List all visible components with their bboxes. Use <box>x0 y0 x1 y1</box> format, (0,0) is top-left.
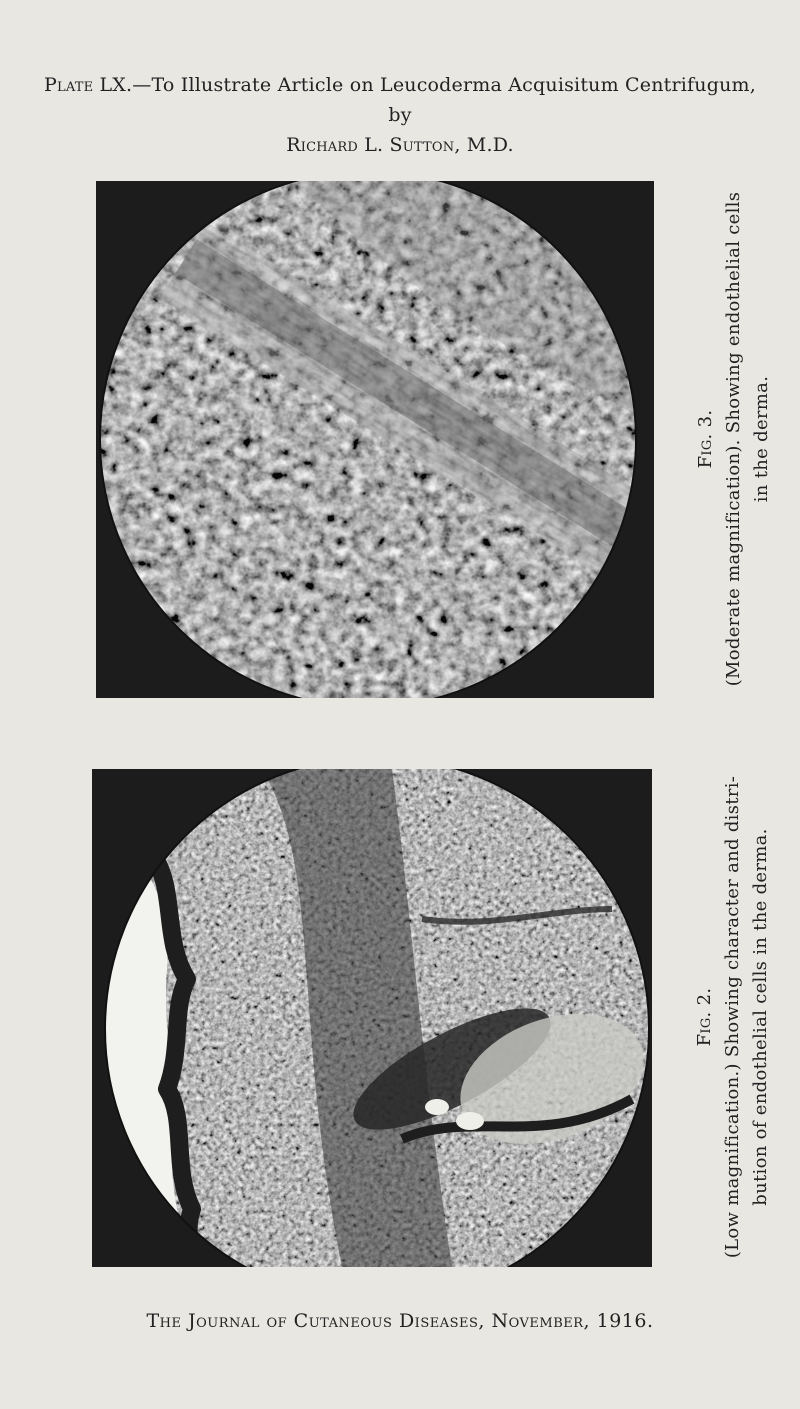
title-dash: — <box>132 74 152 96</box>
figure-3-micrograph <box>96 181 654 698</box>
plate-author: Richard L. Sutton, M.D. <box>286 134 514 156</box>
figure-3-label: Fig. 3. <box>695 409 716 469</box>
figure-2-label: Fig. 2. <box>694 987 715 1047</box>
figure-3-caption-line-2: in the derma. <box>751 375 772 503</box>
plate-label: Plate LX. <box>44 74 133 96</box>
plate-header <box>40 70 760 160</box>
figure-2-caption-line-2: bution of endothelial cells in the derma. <box>750 828 771 1206</box>
plate-title: To Illustrate Article on Leucoderma Acquisitum Centrifugum, by <box>151 74 756 126</box>
journal-footer: The Journal of Cutaneous Diseases, November, 1916. <box>146 1310 654 1332</box>
figure-2-caption-line-1: (Low magnification.) Showing character and distri- <box>722 775 743 1259</box>
plate-title-line <box>40 70 760 130</box>
figure-3-caption-line-1: (Moderate magnification). Showing endothelial cells <box>723 191 744 687</box>
figure-2-micrograph <box>92 769 652 1267</box>
figure-2-caption <box>691 737 771 1297</box>
figure-3-caption <box>692 179 772 699</box>
